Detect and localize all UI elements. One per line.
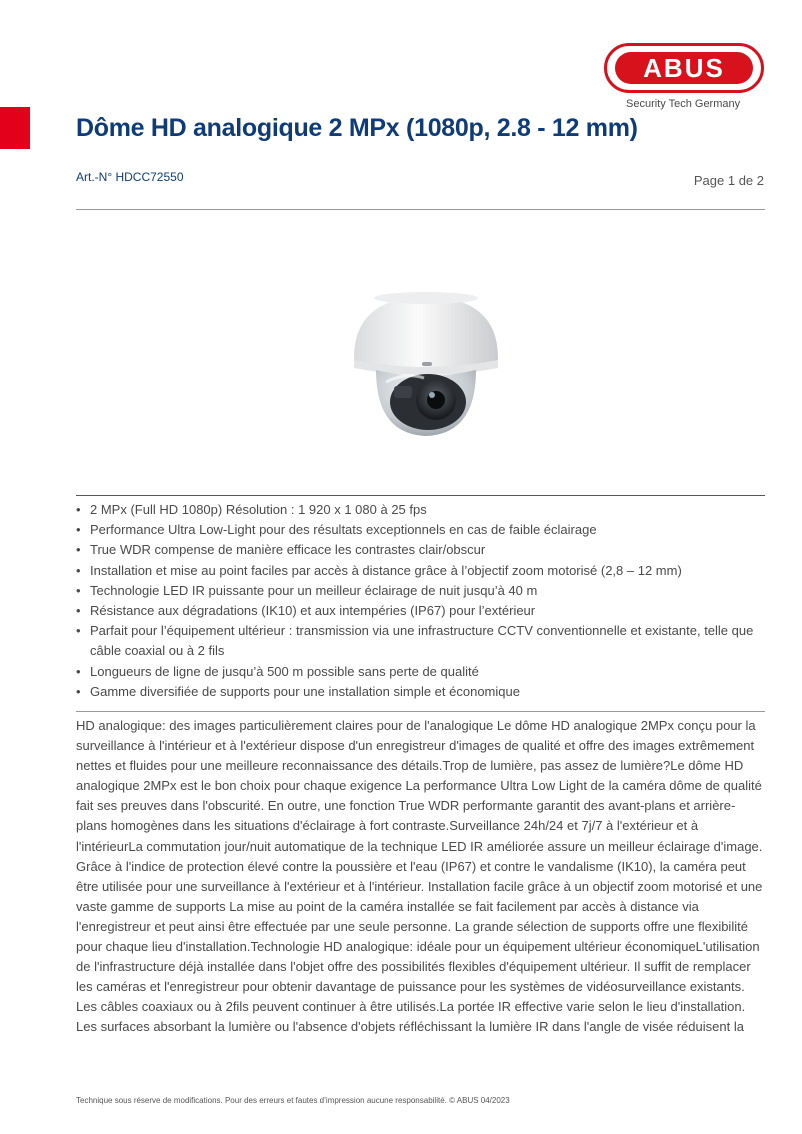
feature-text: Longueurs de ligne de jusqu’à 500 m possible sans perte de qualité <box>90 663 479 679</box>
footer-disclaimer: Technique sous réserve de modifications. Pour des erreurs et fautes d’impression aucune responsabilité. © ABUS 04/2023 <box>76 1096 510 1105</box>
feature-list <box>76 500 766 702</box>
product-title: Dôme HD analogique 2 MPx (1080p, 2.8 - 12 mm) <box>76 114 638 142</box>
list-item <box>76 682 766 702</box>
list-item <box>76 540 766 560</box>
red-page-marker <box>0 107 30 149</box>
bullet-icon: • <box>76 582 81 598</box>
bullet-icon: • <box>76 562 81 578</box>
product-description: HD analogique: des images particulièrement claires pour de l'analogique Le dôme HD analogique 2MPx conçu pour la surveillance à l'intérieur et à l'extérieur dispose d'un enregistreur d'images de qualité et offre des images extrêmement nettes et fluides pour une meilleure reconnaissance des détails.Trop de lumière, pas assez de lumière?Le dôme HD analogique 2MPx est le bon choix pour chaque exigence La performance Ultra Low Light de la caméra dôme de qualité fait ses preuves dans l'obscurité. En outre, une fonction True WDR performante garantit des avant-plans et arrière-plans homogènes dans les situations d'éclairage à fort contraste.Surveillance 24h/24 et 7j/7 à l'extérieur et à l'intérieurLa commutation jour/nuit automatique de la technique LED IR améliorée assure un meilleur éclairage d'image. Grâce à l'indice de protection élevé contre la poussière et l'eau (IP67) et contre le vandalisme (IK10), la caméra peut être utilisée pour une surveillance à l'extérieur et à l'intérieur. Installation facile grâce à un objectif zoom motorisé et une vaste gamme de supports La mise au point de la caméra installée se fait facilement par accès à distance via l'enregistreur et peut ainsi être effectuée par une seule personne. La grande sélection de supports offre une flexibilité pour chaque lieu d'installation.Technologie HD analogique: idéale pour un équipement ultérieur économiqueL'utilisation de l'infrastructure déjà installée dans l'objet offre des possibilités flexibles d'équipement ultérieur. Il suffit de remplacer les caméras et l'enregistreur pour obtenir davantage de puissance pour les systèmes de vidéosurveillance existants. Les câbles coaxiaux ou à 2fils peuvent continuer à être utilisés.La portée IR effective varie selon le lieu d'installation. Les surfaces absorbant la lumière ou l'absence d'objets réfléchissant la lumière IR dans l'angle de visée réduisent la <box>76 718 763 1035</box>
list-item <box>76 500 766 520</box>
bullet-icon: • <box>76 623 81 639</box>
bullet-icon: • <box>76 683 81 699</box>
page-number: Page 1 de 2 <box>693 173 764 188</box>
bullet-icon: • <box>76 542 81 558</box>
list-item <box>76 581 766 601</box>
feature-text: Gamme diversifiée de supports pour une installation simple et économique <box>90 683 520 699</box>
logo-wordmark: ABUS <box>615 52 753 84</box>
divider-features <box>76 495 765 496</box>
list-item <box>76 601 766 621</box>
dome-camera-image <box>346 222 506 484</box>
logo-badge <box>604 43 764 93</box>
divider-description <box>76 711 765 712</box>
abus-logo <box>604 43 766 115</box>
feature-text: Parfait pour l’équipement ultérieur : transmission via une infrastructure CCTV conventionnelle et existante, telle que câble coaxial ou à 2 fils <box>90 623 754 659</box>
list-item <box>76 621 766 661</box>
logo-tagline: Security Tech Germany <box>626 98 741 110</box>
list-item <box>76 520 766 540</box>
feature-text: Technologie LED IR puissante pour un meilleur éclairage de nuit jusqu’à 40 m <box>90 582 538 598</box>
article-number: Art.-N° HDCC72550 <box>76 170 184 184</box>
divider-top <box>76 209 765 210</box>
bullet-icon: • <box>76 522 81 538</box>
feature-text: Résistance aux dégradations (IK10) et aux intempéries (IP67) pour l’extérieur <box>90 603 536 619</box>
list-item <box>76 561 766 581</box>
feature-text: Performance Ultra Low-Light pour des résultats exceptionnels en cas de faible éclairage <box>90 522 597 538</box>
bullet-icon: • <box>76 663 81 679</box>
bullet-icon: • <box>76 502 81 517</box>
feature-text: True WDR compense de manière efficace les contrastes clair/obscur <box>90 542 486 558</box>
bullet-icon: • <box>76 603 81 619</box>
feature-text: Installation et mise au point faciles par accès à distance grâce à l’objectif zoom motorisé (2,8 – 12 mm) <box>90 562 682 578</box>
feature-text: 2 MPx (Full HD 1080p) Résolution : 1 920 x 1 080 à 25 fps <box>90 502 427 517</box>
list-item <box>76 662 766 682</box>
